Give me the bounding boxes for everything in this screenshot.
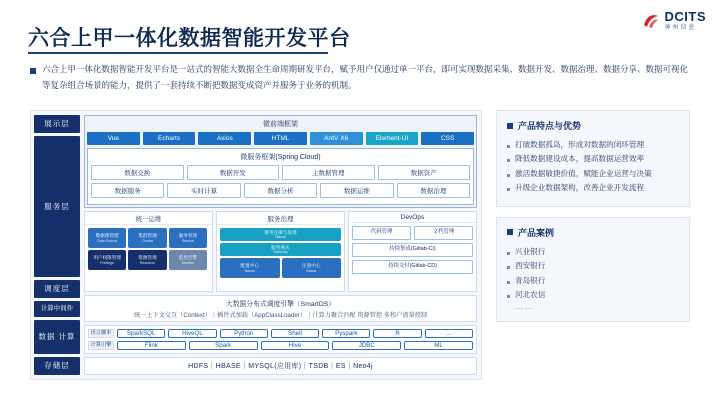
storage-band [84,357,477,375]
intro-text: 六合上甲一体化数据智能开发平台是一站式的智能大数据全生命周期研发平台，赋予用户仅通过单一平台，即可实现数据采集、数据开发、数据治理、数据分享、数据可视化等复杂组合场景的能力，提供了一套持续不断把数据变成资产并服务于业务的机制。 [42,64,689,90]
tile-sub: Nacos [306,268,317,273]
devops-row [352,226,473,240]
module-cell[interactable]: 主数据管理 [282,165,375,180]
layer-label-compute: 数据 计算 [34,320,80,354]
advantage-list [507,138,679,196]
intro-paragraph [30,62,690,93]
panel-unified-ops [84,211,213,292]
tile-label: 服务管理 [178,233,198,239]
card-header [507,119,679,132]
module-cell[interactable]: 数据交换 [91,165,184,180]
tile-label: 注册中心 [302,263,321,269]
module-cell[interactable]: 数据资产 [378,165,471,180]
card-cases [496,217,690,323]
tile-sub: Service [181,238,194,243]
devops-cell[interactable]: 文档管理 [414,226,473,240]
service-layer-panels [84,211,477,292]
ops-tile[interactable] [128,250,166,270]
tech-chip[interactable]: CSS [421,132,474,145]
tile-label: 监控告警 [178,255,198,261]
list-item: 西安银行 [507,259,679,273]
script-button[interactable]: HiveQL [168,329,216,338]
tech-chip[interactable]: Vue [87,132,140,145]
engine-button[interactable]: Spark [189,341,258,350]
devops-cell[interactable]: 代码管理 [352,226,411,240]
bullet-square-icon [507,229,513,235]
dcits-logo-icon [642,12,660,30]
tile-label: 数据源管理 [95,233,119,239]
ops-tile[interactable] [88,250,126,270]
panel-title: DevOps [349,212,476,223]
engine-row [117,341,473,350]
tile-sub: Privilege [100,260,115,265]
brand-name-en: DCITS [664,9,706,24]
architecture-diagram [30,110,482,380]
layer-label-schedule: 调度层 [34,280,80,298]
card-advantages [496,110,690,207]
script-button[interactable]: Python [220,329,268,338]
tile-label: 集群管理 [138,233,157,239]
layer-label-service: 服务层 [34,136,80,277]
devops-row [352,243,473,257]
tile-sub: Gateway [273,250,288,255]
diagram-content-column [83,111,481,379]
module-cell[interactable]: 实时计算 [167,183,240,198]
governance-tile[interactable] [220,258,280,278]
list-item: 打破数据孤岛，形成对数据的闭环管理 [507,138,679,152]
tile-label: 资源管理 [138,255,157,261]
compute-label-engine: 计算引擎 [88,341,114,350]
brand-logo [642,10,707,31]
tile-label: 服务网关 [271,244,290,250]
tech-chip[interactable]: HTML [254,132,307,145]
card-header [507,226,679,239]
list-item: 河北农信 [507,288,679,302]
tile-sub: Monitor [181,260,194,265]
card-title: 产品特点与优势 [518,121,582,131]
layer-label-store: 存储层 [34,357,80,375]
panel-body [85,225,212,291]
engine-button[interactable]: ML [404,341,473,350]
tile-label: 配置中心 [240,263,259,269]
module-cell[interactable]: 数据治理 [397,183,470,198]
ops-tile[interactable] [169,250,207,270]
storage-text: HDFS｜HBASE｜MYSQL(应用库)｜TSDB｜ES｜Neo4j [188,363,373,370]
tile-sub: Nacos [244,268,255,273]
compute-left-labels [88,329,114,350]
ops-tile[interactable] [88,228,126,248]
module-row-1 [91,165,470,180]
list-item: 青岛银行 [507,274,679,288]
script-button[interactable]: Pyspark [322,329,370,338]
sidebar [496,110,690,322]
brand-name-cn: 神州信息 [664,25,697,31]
bullet-square-icon [30,68,36,74]
spring-cloud-frame [87,148,474,205]
list-item: 兴业银行 [507,245,679,259]
bullet-square-icon [507,123,513,129]
devops-cell[interactable]: 持续集成(Gitlab-CI) [352,243,473,257]
panel-body [217,225,344,291]
panel-service-governance [216,211,345,292]
ops-tile[interactable] [128,228,166,248]
frontend-tech-chip-row [87,132,474,145]
engine-button[interactable]: JDBC [332,341,401,350]
panel-title: 统一运维 [85,212,212,225]
tile-sub: Cluster [141,238,154,243]
tile-sub: Nacos [275,235,286,240]
frontend-frame-title: 微前端框架 [263,121,298,128]
layer-labels-column [31,111,83,379]
title-underline [28,52,328,54]
compute-label-script: 语言脚本 [88,329,114,338]
tile-sub: Data Source [97,238,118,243]
governance-tile[interactable] [282,258,342,278]
devops-row [352,260,473,274]
layer-label-show: 展示层 [34,115,80,133]
spring-cloud-title: 微服务框架(Spring Cloud) [240,154,321,161]
panel-body [349,223,476,277]
tile-sub: Resource [139,260,156,265]
script-button-more[interactable]: ... [425,329,473,338]
ops-tile[interactable] [169,228,207,248]
tech-chip[interactable]: Axios [198,132,251,145]
module-cell[interactable]: 数据运维 [320,183,393,198]
governance-tile[interactable] [220,243,341,256]
tile-label: 服务注册与发现 [264,229,297,235]
page-title: 六合上甲一体化数据智能开发平台 [28,27,351,50]
compute-buttons [117,329,473,350]
scheduler-title: 大数据分布式调度引擎（SmartDS） [225,301,336,308]
module-cell[interactable]: 数据开发 [187,165,280,180]
engine-button[interactable]: Hive [261,341,330,350]
panel-devops [348,211,477,292]
script-button[interactable]: Shell [271,329,319,338]
tile-label: 用户权限管理 [93,255,121,261]
panel-title: 服务治理 [217,212,344,225]
script-button[interactable]: R [373,329,421,338]
compute-band [84,325,477,354]
case-list [507,245,679,303]
script-button[interactable]: SparkSQL [117,329,165,338]
module-row-2 [91,183,470,198]
script-row [117,329,473,338]
list-item: 激活数据敏捷价值，赋能企业运营与决策 [507,167,679,181]
devops-cell[interactable]: 持续交付(Gitlab-CD) [352,260,473,274]
scheduler-subtitle: 统一上下文交互（Context）｜插件式加载（AppClassLoader）｜计算力聚合匹配 资源管控 多租户流量控制 [133,312,428,319]
module-cell[interactable]: 数据分析 [244,183,317,198]
engine-button[interactable]: Flink [117,341,186,350]
module-cell[interactable]: 数据服务 [91,183,164,198]
list-item: 升级企业数据架构，改善企业开发流程 [507,181,679,195]
frontend-frame [84,115,477,208]
tech-chip[interactable]: AntV X6 [310,132,363,145]
list-item: 降低数据建设成本，提高数据运营效率 [507,152,679,166]
tech-chip[interactable]: Echarts [143,132,196,145]
case-list-more: …… [515,302,533,312]
layer-label-middleware: 计算中间件 [34,301,80,317]
tech-chip[interactable]: Element-UI [366,132,419,145]
card-title: 产品案例 [518,227,555,238]
scheduler-band [84,295,477,322]
governance-tile[interactable] [220,228,341,241]
